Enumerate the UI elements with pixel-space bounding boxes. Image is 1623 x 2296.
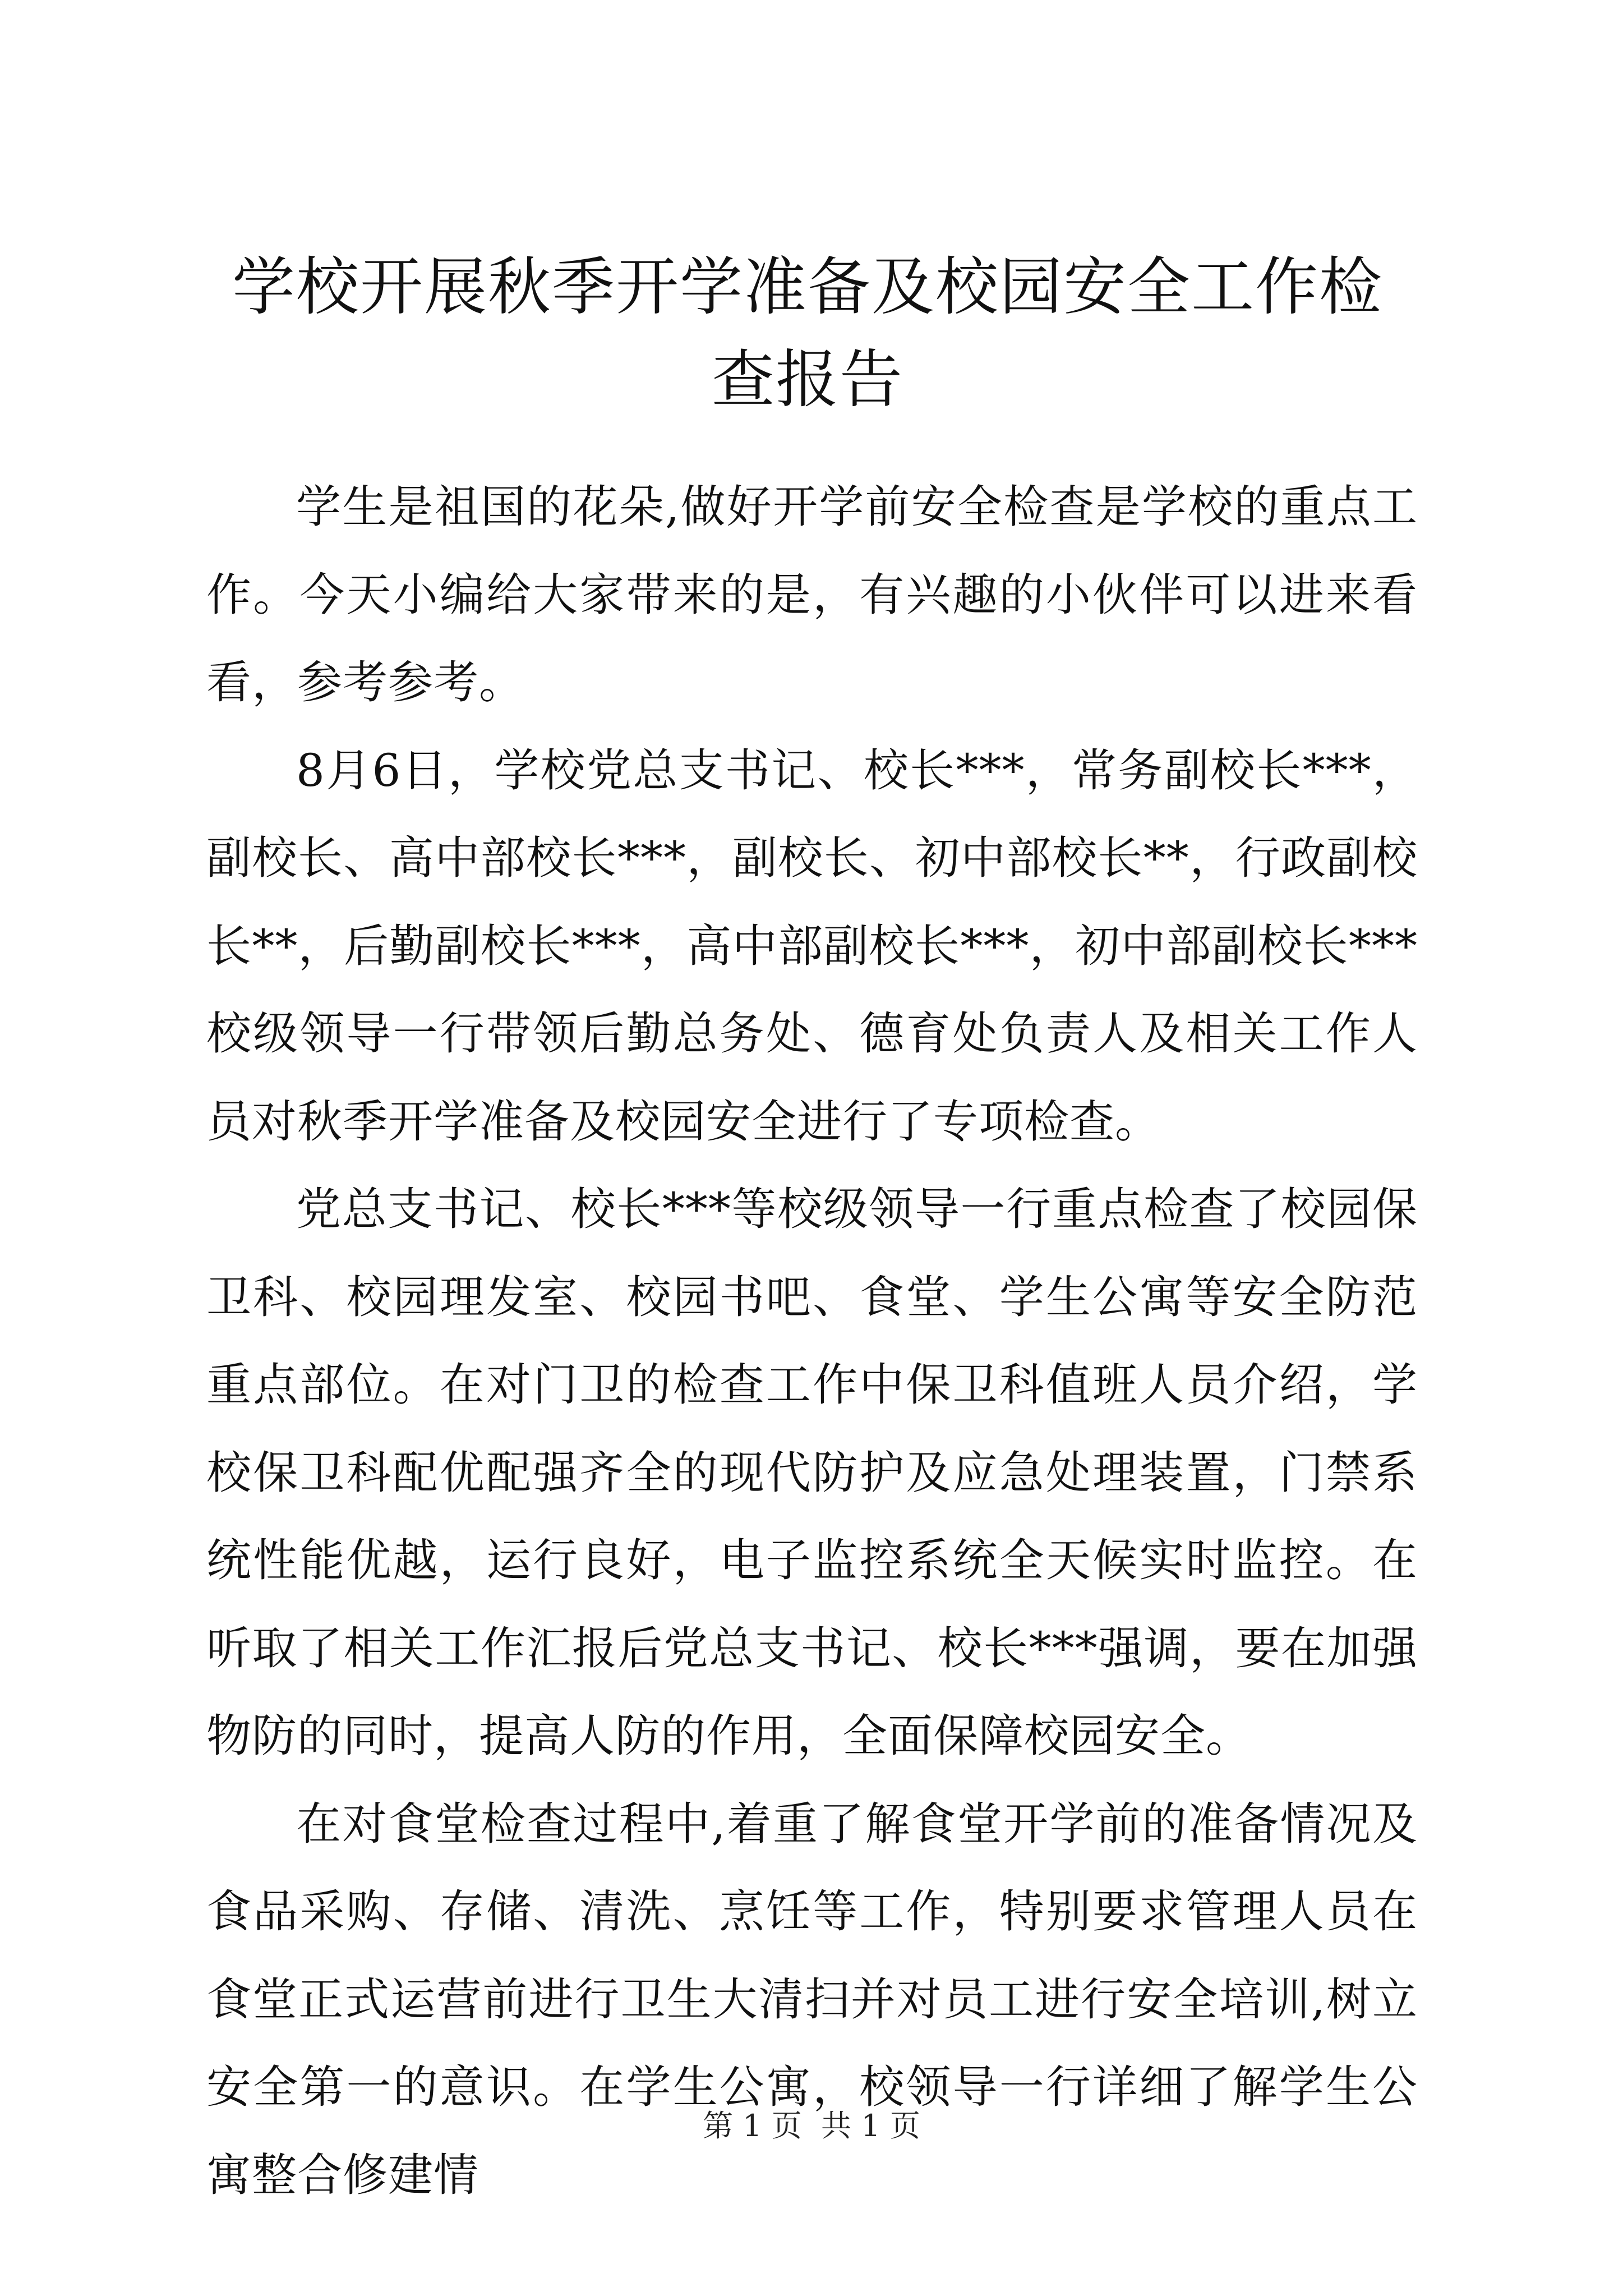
paragraph-inspection-team: 8月6日，学校党总支书记、校长***，常务副校长***，副校长、高中部校长***，副校长、初中部校长**，行政副校长**，后勤副校长***，高中部副校长***，初中部副校长***校级领导一行带领后勤总务处、德育处负责人及相关工作人员对秋季开学准备及校园安全进行了专项检查。	[206, 744, 1418, 1148]
page-number: 第 1 页 共 1 页	[703, 2108, 920, 2143]
paragraph-canteen-check: 在对食堂检查过程中,着重了解食堂开学前的准备情况及食品采购、存储、清洗、烹饪等工作，特别要求管理人员在食堂正式运营前进行卫生大清扫并对员工进行安全培训,树立安全第一的意识。在学生公寓，校领导一行详细了解学生公寓整合修建情	[206, 1797, 1418, 2201]
document-title: 学校开展秋季开学准备及校园安全工作检查报告	[232, 251, 1383, 416]
paragraph-security-check: 党总支书记、校长***等校级领导一行重点检查了校园保卫科、校园理发室、校园书吧、食堂、学生公寓等安全防范重点部位。在对门卫的检查工作中保卫科值班人员介绍，学校保卫科配优配强齐全的现代防护及应急处理装置，门禁系统性能优越，运行良好，电子监控系统全天候实时监控。在听取了相关工作汇报后党总支书记、校长***强调，要在加强物防的同时，提高人防的作用，全面保障校园安全。	[206, 1183, 1418, 1762]
page-footer	[0, 2104, 1623, 2148]
document-body	[206, 463, 1418, 2219]
paragraph-intro: 学生是祖国的花朵,做好开学前安全检查是学校的重点工作。今天小编给大家带来的是，有兴趣的小伙伴可以进来看看，参考参考。	[206, 481, 1418, 708]
